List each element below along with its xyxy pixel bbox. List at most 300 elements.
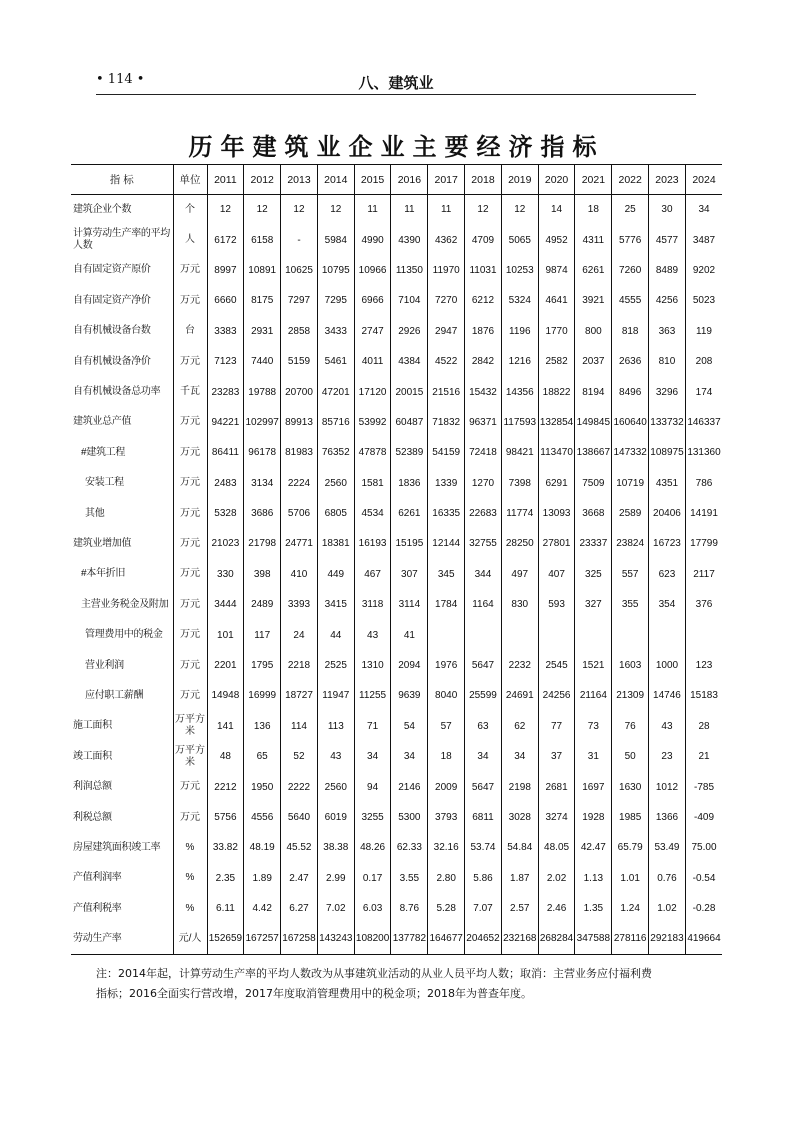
row-value: 1928 [575,802,612,832]
row-value: 65 [244,742,281,772]
row-value: 32755 [465,529,502,559]
table-row [71,468,722,498]
row-value: 18 [428,742,465,772]
row-value: 10253 [501,255,538,285]
row-value: 363 [649,316,686,346]
row-value [685,620,722,650]
row-value: 8496 [612,377,649,407]
row-value: 8175 [244,286,281,316]
row-value: 9639 [391,681,428,711]
row-unit: 万元 [173,407,207,437]
row-value: 5647 [465,772,502,802]
row-value: 2.46 [538,893,575,923]
row-value: 53992 [354,407,391,437]
row-value: 2.57 [501,893,538,923]
row-value: 48 [207,742,244,772]
table-row [71,346,722,376]
row-unit: % [173,863,207,893]
row-value: 818 [612,316,649,346]
row-value: 4990 [354,225,391,255]
row-indicator: 自有固定资产原价 [71,255,173,285]
row-unit: 万元 [173,802,207,832]
row-value: 786 [695,477,713,489]
row-value: 4.42 [244,893,281,923]
row-value: 14 [538,195,575,225]
row-unit: 元/人 [173,924,207,954]
row-value: 24256 [538,681,575,711]
row-value: 3444 [207,590,244,620]
row-value: 344 [465,559,502,589]
table-row [71,893,722,923]
row-unit: 万元 [173,286,207,316]
header-year: 2019 [501,165,538,195]
row-value: 8489 [649,255,686,285]
row-value: 0.76 [649,863,686,893]
row-value: 34 [501,742,538,772]
row-value: 14948 [207,681,244,711]
row-unit: 万元 [173,559,207,589]
header-year: 2016 [391,165,428,195]
row-value: 2117 [693,568,715,580]
row-value: 410 [281,559,318,589]
row-value: 21 [698,751,710,763]
row-value: 4709 [465,225,502,255]
row-value: 268284 [538,924,575,954]
row-value: 11350 [391,255,428,285]
row-value: 5324 [501,286,538,316]
row-value: 12 [281,195,318,225]
row-indicator: 建筑业总产值 [71,407,173,437]
row-value: 419664 [685,924,722,954]
row-value: 25599 [465,681,502,711]
row-value: 2.02 [538,863,575,893]
row-value: 133732 [649,407,686,437]
row-value: 16335 [428,498,465,528]
row-value: 12144 [428,529,465,559]
row-unit: 万元 [173,346,207,376]
header-year: 2023 [649,165,686,195]
row-value: 1.02 [649,893,686,923]
row-value: 5461 [317,346,354,376]
row-unit: 万元 [173,529,207,559]
row-value: 102997 [244,407,281,437]
row-value: 9874 [538,255,575,285]
row-value: 623 [649,559,686,589]
row-value: 6966 [354,286,391,316]
page-number: • 114 • [96,72,145,87]
row-value: 14746 [649,681,686,711]
header-indicator: 指 标 [71,165,173,195]
header-rule [96,94,696,95]
row-value: 2681 [538,772,575,802]
row-value: 292183 [649,924,686,954]
row-value: 33.82 [207,833,244,863]
row-value: 21309 [612,681,649,711]
row-value: 52389 [391,438,428,468]
row-value: 11 [428,195,465,225]
row-indicator: 安装工程 [71,468,173,498]
row-value: 76 [612,711,649,741]
row-value: 28250 [501,529,538,559]
row-value: 10891 [244,255,281,285]
row-indicator: 计算劳动生产率的平均人数 [71,225,173,255]
row-value: 1581 [354,468,391,498]
row-value: 2926 [391,316,428,346]
row-value: 7123 [207,346,244,376]
row-value: 113470 [538,438,575,468]
row-value: 1950 [244,772,281,802]
row-value: 1784 [428,590,465,620]
row-value: 21023 [207,529,244,559]
row-unit: 万元 [173,620,207,650]
row-value: 24691 [501,681,538,711]
row-value: 10719 [612,468,649,498]
row-indicator: 利润总额 [71,772,173,802]
row-value: 5023 [692,295,716,307]
row-value: 2232 [501,650,538,680]
row-value: 4011 [354,346,391,376]
row-unit: 万元 [173,650,207,680]
row-value: 164677 [428,924,465,954]
row-value: 1603 [612,650,649,680]
row-value [612,620,649,650]
header-year: 2012 [244,165,281,195]
row-value: 160640 [612,407,649,437]
row-value: 5300 [391,802,428,832]
row-value: 113 [317,711,354,741]
row-unit: 万元 [173,498,207,528]
row-value: 48.26 [354,833,391,863]
row-value: 54159 [428,438,465,468]
row-value: 43 [354,620,391,650]
row-value [465,620,502,650]
row-value: 27801 [538,529,575,559]
row-indicator: #本年折旧 [71,559,173,589]
row-value: 3793 [428,802,465,832]
row-value: 24 [281,620,318,650]
row-value: 147332 [612,438,649,468]
row-value: 5647 [465,650,502,680]
table-body [71,195,722,955]
row-unit: 万元 [173,590,207,620]
row-indicator: 竣工面积 [71,742,173,772]
row-indicator: 建筑业增加值 [71,529,173,559]
row-value: 23824 [612,529,649,559]
row-value: 37 [538,742,575,772]
header-year: 2021 [575,165,612,195]
row-value: 14191 [690,508,718,520]
row-indicator: 其他 [71,498,173,528]
row-value: 3668 [575,498,612,528]
row-value: 25 [612,195,649,225]
row-value: 85716 [317,407,354,437]
row-value: 117 [244,620,281,650]
row-value: 3028 [501,802,538,832]
row-value: 7104 [391,286,428,316]
row-value: 6805 [317,498,354,528]
row-unit: % [173,833,207,863]
row-value: 2560 [317,772,354,802]
row-value [501,620,538,650]
row-value: 34 [391,742,428,772]
row-unit: 千瓦 [173,377,207,407]
row-value: 467 [354,559,391,589]
row-value: 65.79 [612,833,649,863]
row-value: 53.74 [465,833,502,863]
row-value: 830 [501,590,538,620]
row-unit: 人 [173,225,207,255]
row-value: 3686 [244,498,281,528]
row-value: 18 [575,195,612,225]
row-value: 1339 [428,468,465,498]
row-value: 2037 [575,346,612,376]
row-value: 6811 [465,802,502,832]
row-value: 152659 [207,924,244,954]
row-value: 96178 [244,438,281,468]
row-value: 1795 [244,650,281,680]
row-value: 5706 [281,498,318,528]
row-value: 15195 [391,529,428,559]
row-value: 4556 [244,802,281,832]
row-value: 1697 [575,772,612,802]
row-value: 16723 [649,529,686,559]
row-value: 1836 [391,468,428,498]
row-value: 23337 [575,529,612,559]
table-row [71,316,722,346]
row-value: 4534 [354,498,391,528]
row-value [649,620,686,650]
row-value: 6261 [391,498,428,528]
row-unit: 万平方米 [173,742,207,772]
row-value: 15432 [465,377,502,407]
row-value: 1876 [465,316,502,346]
row-value: 3487 [692,234,716,246]
header-year: 2018 [465,165,502,195]
table-row [71,772,722,802]
row-indicator: 自有机械设备台数 [71,316,173,346]
row-value [575,620,612,650]
row-value: 86411 [207,438,244,468]
row-value: 4311 [575,225,612,255]
row-value: 1.24 [612,893,649,923]
row-value: 174 [695,386,713,398]
row-value: 138667 [575,438,612,468]
row-value: 9202 [692,264,716,276]
row-value: 117593 [501,407,538,437]
row-value: 12 [317,195,354,225]
row-value: 278116 [612,924,649,954]
table-row [71,195,722,225]
row-value: 7509 [575,468,612,498]
row-unit: 个 [173,195,207,225]
row-value: 3255 [354,802,391,832]
row-value: 15183 [690,690,718,702]
row-indicator: 产值利税率 [71,893,173,923]
row-value: 30 [649,195,686,225]
row-value: 2525 [317,650,354,680]
row-value: 146337 [687,416,721,428]
row-value: 1.13 [575,863,612,893]
row-value: 75.00 [691,842,717,854]
row-value: 22683 [465,498,502,528]
row-value: 2545 [538,650,575,680]
row-value: 149845 [575,407,612,437]
row-value: 5328 [207,498,244,528]
header-year: 2014 [317,165,354,195]
row-indicator: 自有固定资产净价 [71,286,173,316]
row-value: 3.55 [391,863,428,893]
row-value: 3274 [538,802,575,832]
row-value: 108975 [649,438,686,468]
table-row [71,438,722,468]
row-value: 204652 [465,924,502,954]
row-value: 3114 [391,590,428,620]
row-value: 1000 [649,650,686,680]
row-value: 8997 [207,255,244,285]
row-value: 43 [317,742,354,772]
page-header [96,72,696,90]
row-value: 8040 [428,681,465,711]
row-value: 2747 [354,316,391,346]
row-value: 3393 [281,590,318,620]
row-value: 48.19 [244,833,281,863]
row-value: 3134 [244,468,281,498]
row-value: 38.38 [317,833,354,863]
row-value: 19788 [244,377,281,407]
row-value: 47878 [354,438,391,468]
row-value: 2582 [538,346,575,376]
row-value: 48.05 [538,833,575,863]
row-value: 2218 [281,650,318,680]
row-value: 1196 [501,316,538,346]
table-row [71,559,722,589]
row-indicator: 劳动生产率 [71,924,173,954]
row-value: 119 [696,325,712,337]
row-value: 376 [695,599,713,611]
row-indicator: 自有机械设备总功率 [71,377,173,407]
row-value: 3921 [575,286,612,316]
row-value: 143243 [317,924,354,954]
row-value: 0.17 [354,863,391,893]
table-row [71,498,722,528]
row-value: 4555 [612,286,649,316]
row-value: 6.27 [281,893,318,923]
row-value: 6261 [575,255,612,285]
indicator-table [71,164,722,955]
row-value: 327 [575,590,612,620]
row-value: 6291 [538,468,575,498]
row-value: 2483 [207,468,244,498]
row-value: 18822 [538,377,575,407]
row-value: 17799 [690,538,718,550]
footnotes [96,964,706,1004]
section-title: 八、建筑业 [358,74,434,92]
row-value: 1770 [538,316,575,346]
row-value: 71 [354,711,391,741]
row-value: 28 [698,720,710,732]
row-value: 2009 [428,772,465,802]
row-value [538,620,575,650]
row-indicator: 管理费用中的税金 [71,620,173,650]
row-indicator: 产值利润率 [71,863,173,893]
row-value: 307 [391,559,428,589]
row-value: 5640 [281,802,318,832]
row-value: -409 [694,812,715,823]
row-value: 2489 [244,590,281,620]
row-value: 4351 [649,468,686,498]
row-value: 4256 [649,286,686,316]
row-value: 101 [207,620,244,650]
row-value: 4384 [391,346,428,376]
row-value: 5.28 [428,893,465,923]
row-indicator: 主营业务税金及附加 [71,590,173,620]
table-header-row [71,165,722,195]
row-value: 23283 [207,377,244,407]
table-row [71,407,722,437]
row-value: 2589 [612,498,649,528]
row-value: 41 [391,620,428,650]
row-value: 11 [354,195,391,225]
row-value: 1.87 [501,863,538,893]
row-value: 123 [695,660,713,672]
row-value: 800 [575,316,612,346]
row-value: 232168 [501,924,538,954]
row-value: 1976 [428,650,465,680]
row-value: 10625 [281,255,318,285]
row-value: 5065 [501,225,538,255]
row-value: 62.33 [391,833,428,863]
row-value: 141 [207,711,244,741]
row-value: 21164 [575,681,612,711]
row-value: 3296 [649,377,686,407]
row-unit: 万元 [173,438,207,468]
row-value: -785 [694,781,715,793]
row-value: 208 [695,356,713,368]
row-value: 94 [354,772,391,802]
row-value: 72418 [465,438,502,468]
row-unit: 万元 [173,681,207,711]
row-value: 2.35 [207,863,244,893]
row-value: 13093 [538,498,575,528]
row-value: 18727 [281,681,318,711]
row-value: 114 [281,711,318,741]
row-value: 330 [207,559,244,589]
row-value: 11 [391,195,428,225]
row-value: 11970 [428,255,465,285]
row-value: 7260 [612,255,649,285]
header-year: 2011 [207,165,244,195]
row-value: 3415 [317,590,354,620]
row-value: 63 [465,711,502,741]
row-value: 44 [317,620,354,650]
row-value: 1366 [649,802,686,832]
header-year: 2024 [685,165,722,195]
row-value: 7295 [317,286,354,316]
row-value: 6.11 [207,893,244,923]
row-unit: 万元 [173,772,207,802]
row-unit: 万平方米 [173,711,207,741]
row-value: 354 [649,590,686,620]
row-indicator: #建筑工程 [71,438,173,468]
row-value: 62 [501,711,538,741]
table-row [71,620,722,650]
row-value: 73 [575,711,612,741]
row-value: 1.89 [244,863,281,893]
row-value: 1521 [575,650,612,680]
row-value: 1.35 [575,893,612,923]
row-value: 2.47 [281,863,318,893]
row-value: 18381 [317,529,354,559]
